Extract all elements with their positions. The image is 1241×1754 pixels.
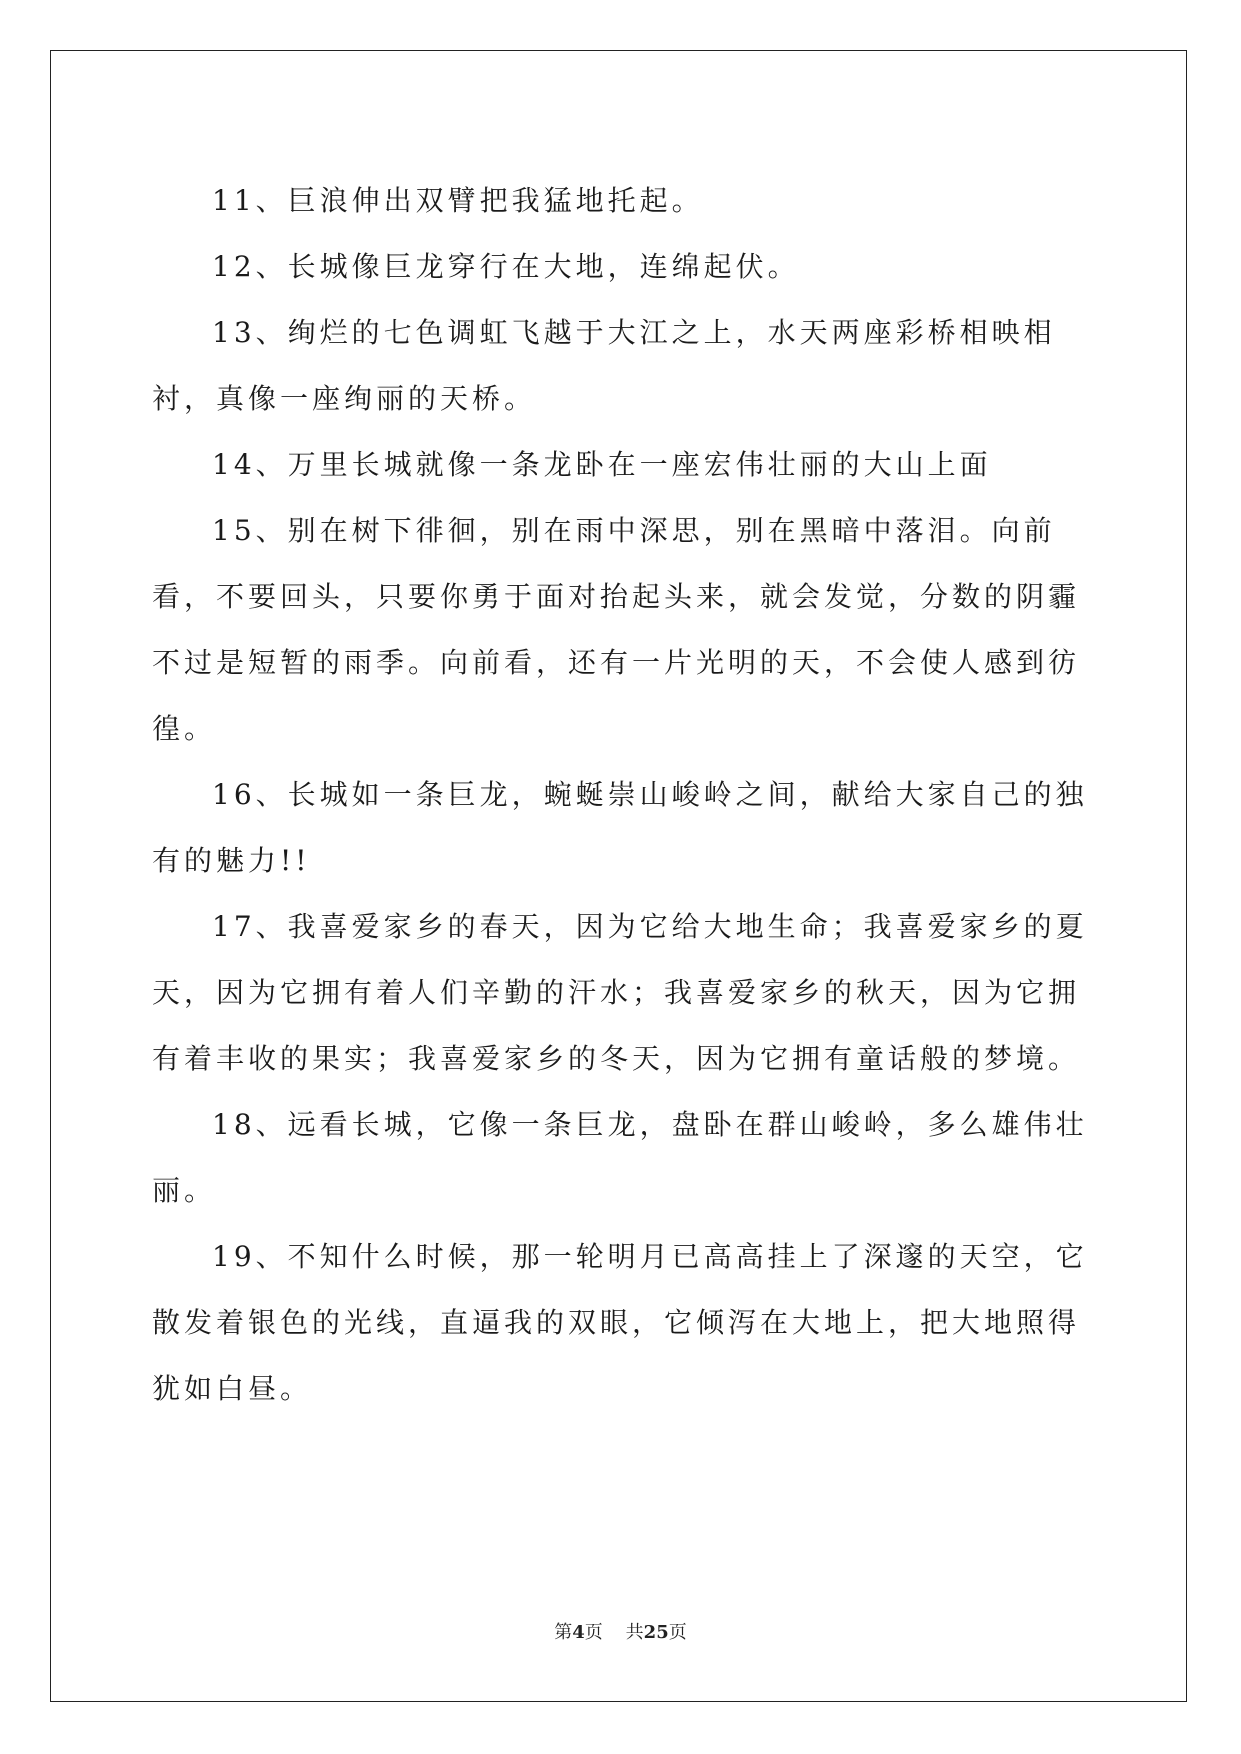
- paragraph-14: 14、万里长城就像一条龙卧在一座宏伟壮丽的大山上面: [212, 448, 992, 481]
- paragraph-19: 19、不知什么时候，那一轮明月已高高挂上了深邃的天空，它散发着银色的光线，直逼我的双眼，它倾泻在大地上，把大地照得犹如白昼。: [152, 1240, 1088, 1405]
- paragraph-18: 18、远看长城，它像一条巨龙，盘卧在群山峻岭，多么雄伟壮丽。: [152, 1108, 1088, 1207]
- paragraph-12: 12、长城像巨龙穿行在大地，连绵起伏。: [212, 250, 800, 283]
- total-pages: 25: [643, 1622, 669, 1643]
- page-number: 4: [572, 1622, 585, 1643]
- total-prefix: 共: [625, 1622, 644, 1643]
- paragraph-17: 17、我喜爱家乡的春天，因为它给大地生命；我喜爱家乡的夏天，因为它拥有着人们辛勤的汗水；我喜爱家乡的秋天，因为它拥有着丰收的果实；我喜爱家乡的冬天，因为它拥有童话般的梦境。: [152, 910, 1088, 1075]
- paragraph-15: 15、别在树下徘徊，别在雨中深思，别在黑暗中落泪。向前看，不要回头，只要你勇于面对抬起头来，就会发觉，分数的阴霾不过是短暂的雨季。向前看，还有一片光明的天，不会使人感到彷徨。: [152, 514, 1081, 745]
- document-body: [152, 168, 1092, 1422]
- page-footer: [0, 1618, 1241, 1644]
- paragraph-11: 11、巨浪伸出双臂把我猛地托起。: [212, 184, 704, 217]
- page-suffix: 页: [584, 1622, 603, 1643]
- paragraph-16: 16、长城如一条巨龙，蜿蜒崇山峻岭之间，献给大家自己的独有的魅力!!: [152, 778, 1088, 877]
- page-prefix: 第: [554, 1622, 573, 1643]
- total-suffix: 页: [668, 1622, 687, 1643]
- paragraph-13: 13、绚烂的七色调虹飞越于大江之上，水天两座彩桥相映相衬，真像一座绚丽的天桥。: [152, 316, 1056, 415]
